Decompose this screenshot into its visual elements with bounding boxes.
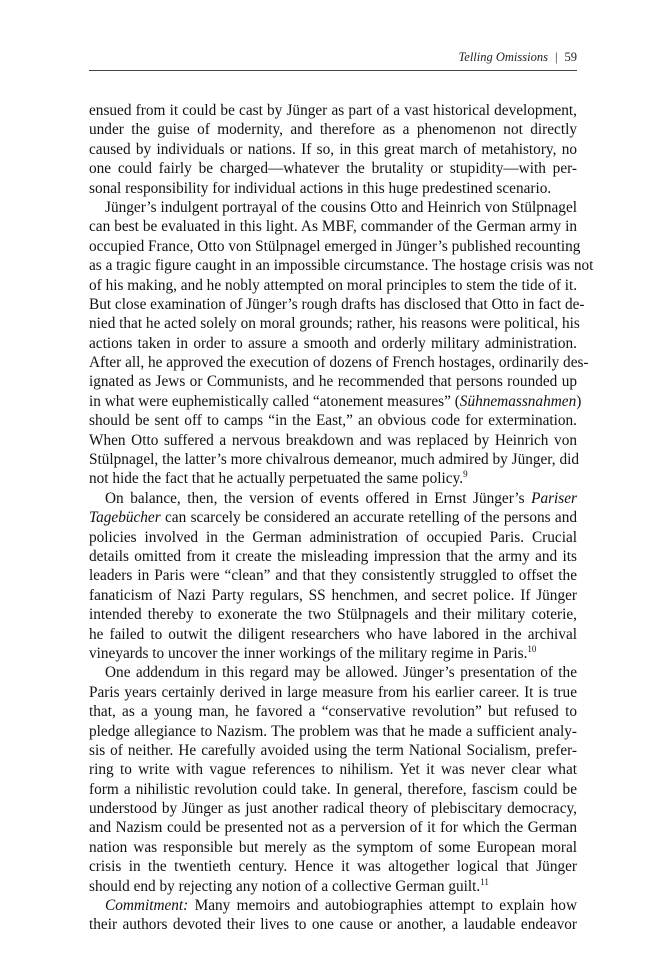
text-line: fanaticism of Nazi Party regulars, SS henchmen, and secret police. If Jünger [89, 586, 577, 604]
text-line: as a tragic figure caught in an impossible circumstance. The hostage crisis was not [89, 257, 594, 275]
text-line: ignated as Jews or Communists, and he recommended that persons rounded up [89, 373, 577, 391]
text-line: When Otto suffered a nervous breakdown and was replaced by Heinrich von [89, 431, 577, 449]
text-line: not hide the fact that he actually perpetuated the same policy.$^9$ [89, 469, 468, 488]
text-line: their authors devoted their lives to one cause or another, a laudable endeavor [89, 916, 577, 934]
text-line: intended thereby to exonerate the two Stülpnagels and their military coterie, [89, 606, 577, 624]
text-line: Paris years certainly derived in large measure from his earlier career. It is true [89, 683, 577, 701]
text-line: nied that he acted solely on moral grounds; rather, his reasons were political, his [89, 315, 580, 333]
text-line: should be sent off to camps “in the East,” an obvious code for extermination. [89, 412, 577, 430]
text-line: actions taken in order to assure a smooth and orderly military administration. [89, 334, 577, 352]
text-line: But close examination of Jünger’s rough drafts has disclosed that Otto in fact de- [89, 295, 585, 313]
text-line: caused by individuals or nations. If so, in this great march of metahistory, no [89, 140, 577, 158]
text-line: he failed to outwit the diligent researchers who have labored in the archival [89, 625, 577, 643]
text-line: leaders in Paris were “clean” and that they consistently struggled to offset the [89, 567, 577, 585]
header-rule [89, 70, 577, 71]
text-line: sonal responsibility for individual actions in this huge predestined scenario. [89, 179, 552, 197]
body-text [89, 101, 594, 935]
text-line: Commitment: Many memoirs and autobiographies attempt to explain how [105, 897, 577, 915]
text-line: in what were euphemistically called “atonement measures” (Sühnemassnahmen) [89, 392, 582, 410]
text-line: and Nazism could be presented not as a perversion of it for which the German [89, 819, 577, 837]
text-line: On balance, then, the version of events offered in Ernst Jünger’s Pariser [105, 489, 577, 507]
text-line: nation was responsible but merely as the symptom of some European moral [89, 838, 577, 856]
text-line: should end by rejecting any notion of a collective German guilt.$^{11}$ [89, 876, 489, 895]
text-line: After all, he approved the execution of dozens of French hostages, ordinarily des- [89, 354, 589, 372]
text-line: can best be evaluated in this light. As MBF, commander of the German army in [89, 218, 577, 236]
text-line: details omitted from it create the misleading impression that the army and its [89, 547, 577, 565]
text-line: Stülpnagel, the latter’s more chivalrous demeanor, much admired by Jünger, did [89, 451, 579, 469]
text-line: ring to write with vague references to nihilism. Yet it was never clear what [89, 761, 577, 779]
text-line: policies involved in the German administration of occupied Paris. Crucial [89, 528, 577, 546]
running-header [89, 50, 577, 68]
footnote-marker: 11 [480, 876, 489, 887]
text-line: Tagebücher can scarcely be considered an accurate retelling of the persons and [89, 509, 577, 527]
text-line: under the guise of modernity, and therefore as a phenomenon not directly [89, 121, 577, 139]
text-line: one could fairly be charged—whatever the brutality or stupidity—with per- [89, 160, 577, 178]
footnote-marker: 9 [463, 469, 468, 480]
text-line: occupied France, Otto von Stülpnagel emerged in Jünger’s published recounting [89, 237, 581, 255]
text-line: crisis in the twentieth century. Hence it was altogether logical that Jünger [89, 858, 577, 876]
text-line: pledge allegiance to Nazism. The problem was that he made a sufficient analy- [89, 722, 577, 740]
header-separator: | [554, 50, 558, 64]
text-line: One addendum in this regard may be allowed. Jünger’s presentation of the [105, 664, 577, 682]
running-title: Telling Omissions [458, 50, 548, 64]
footnote-marker: 10 [527, 643, 537, 654]
text-line: vineyards to uncover the inner workings of the military regime in Paris.$^{10}$ [89, 643, 537, 662]
text-line: understood by Jünger as just another radical theory of plebiscitary democracy, [89, 800, 577, 818]
text-line: sis of neither. He carefully avoided using the term National Socialism, prefer- [89, 741, 577, 759]
text-line: form a nihilistic revolution could take. In general, therefore, fascism could be [89, 780, 577, 798]
text-line: that, as a young man, he favored a “conservative revolution” but refused to [89, 703, 577, 721]
text-line: ensued from it could be cast by Jünger as part of a vast historical development, [89, 102, 577, 119]
page-number: 59 [564, 50, 577, 64]
text-line: Jünger’s indulgent portrayal of the cousins Otto and Heinrich von Stülpnagel [105, 198, 577, 216]
text-line: of his making, and he nobly attempted on moral principles to stem the tide of it. [89, 276, 578, 294]
